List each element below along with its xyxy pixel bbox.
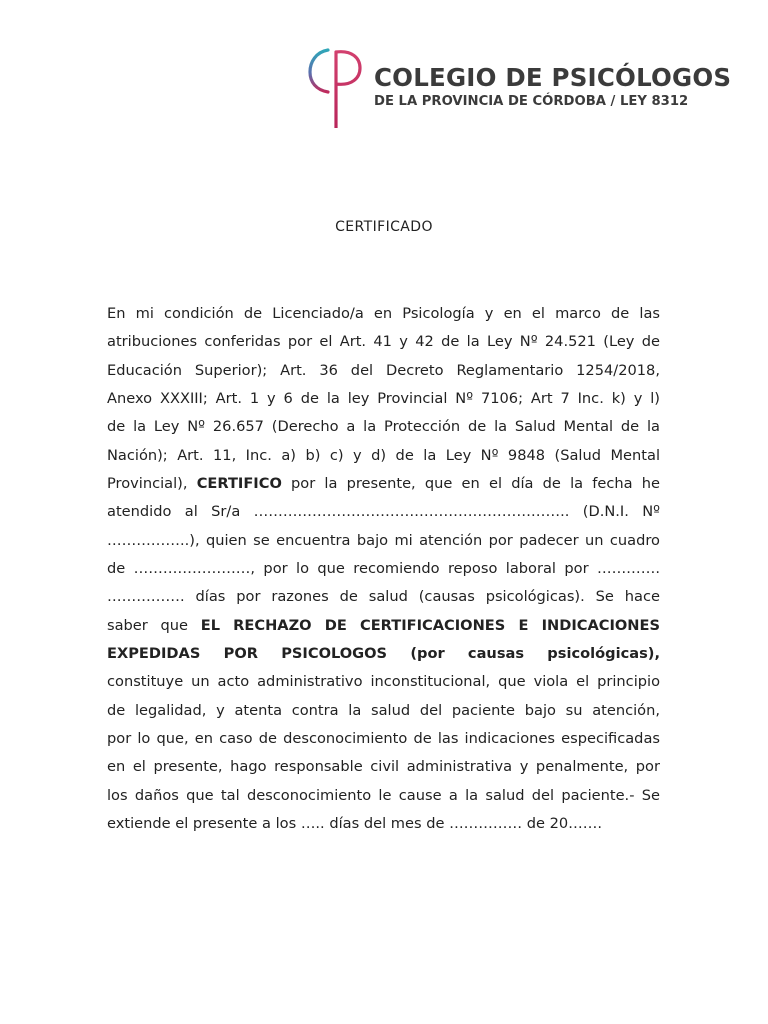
- body-line: [107, 413, 660, 441]
- body-line: [107, 442, 660, 470]
- text-segment: saber que: [107, 616, 201, 634]
- body-line: [107, 498, 660, 526]
- text-segment: en el presente, hago responsable civil administrativa y penalmente, por: [107, 758, 660, 776]
- text-segment: por la presente, que en el día de la fecha he: [281, 474, 660, 492]
- logo-cp-mark-icon: [306, 44, 364, 128]
- body-line: [107, 328, 660, 356]
- text-segment: Anexo XXXIII; Art. 1 y 6 de la ley Provincial Nº 7106; Art 7 Inc. k) y l): [107, 389, 660, 407]
- bold-text: EXPEDIDAS POR PSICOLOGOS (por causas psicológicas),: [107, 644, 660, 662]
- body-line: [107, 527, 660, 555]
- text-segment: atendido al Sr/a ……………………………………………………….. (D.N.I. Nº: [107, 503, 660, 521]
- body-line: [107, 782, 660, 810]
- text-segment: atribuciones conferidas por el Art. 41 y 42 de la Ley Nº 24.521 (Ley de: [107, 333, 660, 351]
- body-line: [107, 583, 660, 611]
- body-line: [107, 357, 660, 385]
- document-title: CERTIFICADO: [335, 219, 433, 235]
- text-segment: Provincial),: [107, 474, 197, 492]
- body-line: [107, 810, 660, 838]
- logo-subtitle: DE LA PROVINCIA DE CÓRDOBA / LEY 8312: [374, 94, 689, 109]
- text-segment: ……………. días por razones de salud (causas psicológicas). Se hace: [107, 588, 660, 606]
- bold-text: EL RECHAZO DE CERTIFICACIONES E INDICACIONES: [200, 616, 660, 634]
- text-segment: de legalidad, y atenta contra la salud del paciente bajo su atención,: [107, 701, 660, 719]
- body-line: [107, 612, 660, 640]
- body-line: [107, 300, 660, 328]
- certificate-body: [107, 300, 660, 838]
- body-line: [107, 385, 660, 413]
- text-segment: de la Ley Nº 26.657 (Derecho a la Protección de la Salud Mental de la: [107, 418, 660, 436]
- text-segment: extiende el presente a los ….. días del mes de …………… de 20…….: [107, 814, 602, 832]
- text-segment: por lo que, en caso de desconocimiento de las indicaciones especificadas: [107, 729, 660, 747]
- body-line: [107, 668, 660, 696]
- logo-title: COLEGIO DE PSICÓLOGOS: [374, 63, 732, 92]
- body-line: [107, 725, 660, 753]
- text-segment: ……………..), quien se encuentra bajo mi atención por padecer un cuadro: [107, 531, 660, 549]
- body-line: [107, 555, 660, 583]
- logo: [306, 44, 732, 130]
- text-segment: Nación); Art. 11, Inc. a) b) c) y d) de la Ley Nº 9848 (Salud Mental: [107, 446, 660, 464]
- text-segment: los daños que tal desconocimiento le cause a la salud del paciente.- Se: [107, 786, 660, 804]
- logo-text: [374, 64, 731, 111]
- body-line: [107, 697, 660, 725]
- body-line: [107, 470, 660, 498]
- text-segment: de ……………………, por lo que recomiendo reposo laboral por ………….: [107, 559, 660, 577]
- text-segment: Educación Superior); Art. 36 del Decreto Reglamentario 1254/2018,: [107, 361, 660, 379]
- body-line: [107, 753, 660, 781]
- bold-text: CERTIFICO: [196, 474, 282, 492]
- text-segment: constituye un acto administrativo inconstitucional, que viola el principio: [107, 673, 660, 691]
- text-segment: En mi condición de Licenciado/a en Psicología y en el marco de las: [107, 305, 660, 322]
- body-line: [107, 640, 660, 668]
